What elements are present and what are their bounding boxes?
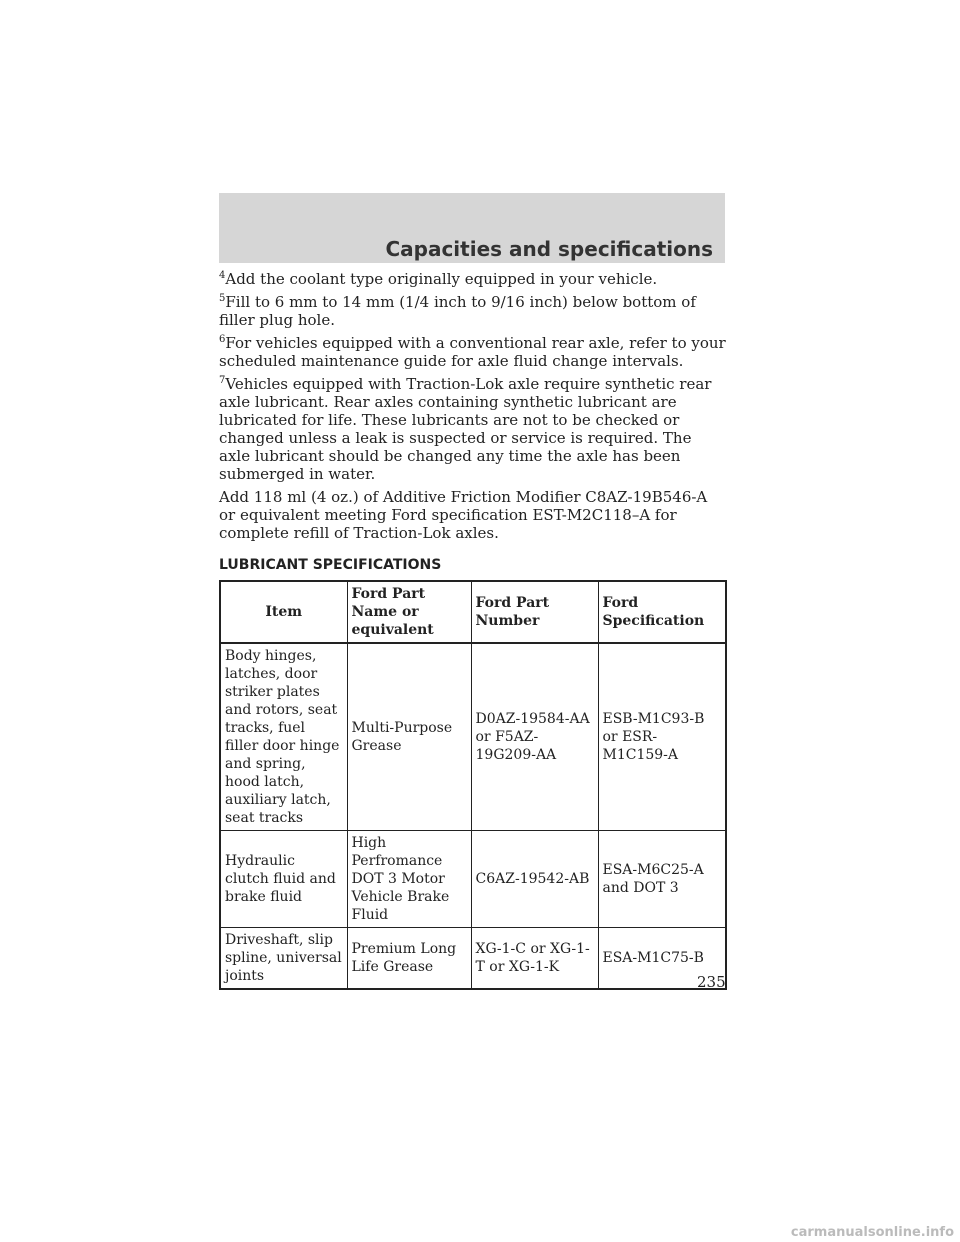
footnote-number: 5 bbox=[219, 293, 226, 304]
cell-part-number: D0AZ-19584-AA or F5AZ-19G209-AA bbox=[471, 643, 598, 831]
footnote-number: 4 bbox=[219, 270, 226, 281]
table-header-row bbox=[220, 581, 726, 643]
page-content bbox=[219, 270, 727, 990]
footnote-7 bbox=[219, 375, 727, 483]
page-number: 235 bbox=[697, 973, 726, 991]
cell-part-name: High Perfromance DOT 3 Motor Vehicle Brake Fluid bbox=[347, 831, 471, 928]
section-title: LUBRICANT SPECIFICATIONS bbox=[219, 557, 442, 573]
footnote-text: Vehicles equipped with Traction-Lok axle require synthetic rear axle lubricant. Rear axles containing synthetic lubricant are lubricated for life. These lubricants are not to be checked or changed unless a leak is suspected or service is required. The axle lubricant should be changed any time the axle has been submerged in water. bbox=[219, 375, 712, 483]
header-title: Capacities and specifications bbox=[385, 237, 713, 261]
cell-part-number: C6AZ-19542-AB bbox=[471, 831, 598, 928]
cell-part-number: XG-1-C or XG-1-T or XG-1-K bbox=[471, 928, 598, 990]
cell-specification: ESA-M6C25-A and DOT 3 bbox=[598, 831, 726, 928]
footnote-text: Add the coolant type originally equipped in your vehicle. bbox=[225, 270, 658, 288]
cell-item: Driveshaft, slip spline, universal joints bbox=[220, 928, 347, 990]
footnote-6 bbox=[219, 334, 727, 370]
footnote-number: 7 bbox=[219, 375, 226, 386]
footnote-5 bbox=[219, 293, 727, 329]
table-row bbox=[220, 831, 726, 928]
table-row bbox=[220, 643, 726, 831]
page-header bbox=[219, 193, 725, 263]
cell-specification: ESB-M1C93-B or ESR-M1C159-A bbox=[598, 643, 726, 831]
watermark: carmanualsonline.info bbox=[790, 1225, 954, 1240]
column-header-part-number: Ford Part Number bbox=[471, 581, 598, 643]
footnote-text: For vehicles equipped with a conventional rear axle, refer to your scheduled maintenance guide for axle fluid change intervals. bbox=[219, 334, 726, 370]
column-header-specification: Ford Specification bbox=[598, 581, 726, 643]
cell-item: Body hinges, latches, door striker plates and rotors, seat tracks, fuel filler door hinge and spring, hood latch, auxiliary latch, seat tracks bbox=[220, 643, 347, 831]
cell-item: Hydraulic clutch fluid and brake fluid bbox=[220, 831, 347, 928]
cell-specification: ESA-M1C75-B bbox=[598, 928, 726, 990]
cell-part-name: Premium Long Life Grease bbox=[347, 928, 471, 990]
cell-part-name: Multi-Purpose Grease bbox=[347, 643, 471, 831]
column-header-part-name: Ford Part Name or equivalent bbox=[347, 581, 471, 643]
lubricant-spec-table bbox=[219, 580, 727, 990]
footnote-4 bbox=[219, 270, 727, 288]
footnote-number: 6 bbox=[219, 334, 226, 345]
column-header-item: Item bbox=[220, 581, 347, 643]
footnote-text: Fill to 6 mm to 14 mm (1/4 inch to 9/16 inch) below bottom of filler plug hole. bbox=[219, 293, 696, 329]
table-row bbox=[220, 928, 726, 990]
additive-note: Add 118 ml (4 oz.) of Additive Friction Modifier C8AZ-19B546-A or equivalent meeting Ford specification EST-M2C118–A for complete refill of Traction-Lok axles. bbox=[219, 488, 708, 542]
